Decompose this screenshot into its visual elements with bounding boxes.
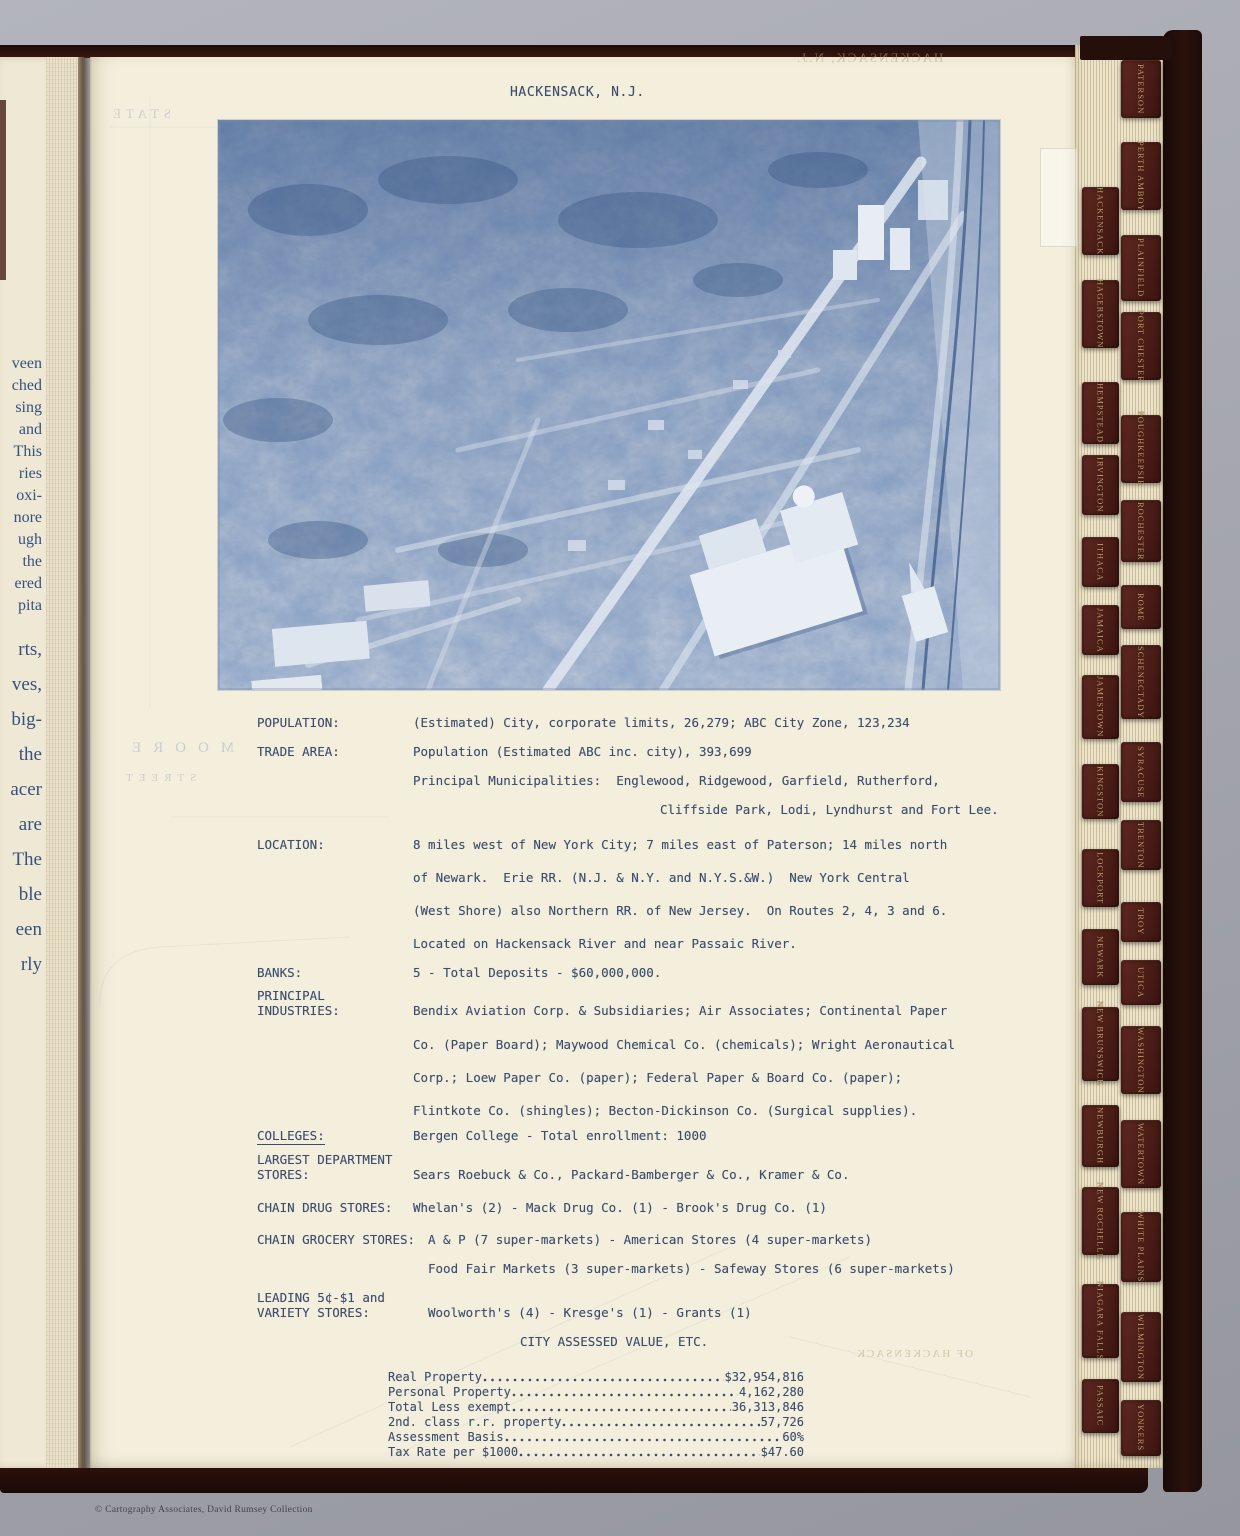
page-fragment: ugh <box>18 531 42 548</box>
section-label-banks: BANKS: <box>257 965 303 980</box>
city-tab-irvington <box>1082 455 1119 515</box>
page-fragment: nore <box>13 509 42 526</box>
city-tab-plainfield <box>1121 235 1161 301</box>
city-tab-new-brunswick <box>1082 1001 1119 1087</box>
ghost-label: OF HACKENSACK <box>855 1348 973 1360</box>
aerial-photo <box>218 120 1000 690</box>
page-fragment: rts, <box>18 639 42 660</box>
page-fragment: This <box>13 443 42 460</box>
city-tab-white-plains <box>1121 1212 1161 1282</box>
dot-leader <box>519 1453 760 1457</box>
city-tab-hagerstown <box>1082 280 1119 348</box>
city-tab-syracuse <box>1121 742 1161 802</box>
tab-label: POUGHKEEPSIE <box>1136 411 1146 487</box>
tab-label: WASHINGTON <box>1136 1026 1146 1094</box>
assessed-row-value: 60% <box>782 1430 804 1444</box>
section-value-leading-variety-stores: Woolworth's (4) - Kresge's (1) - Grants (1) <box>428 1305 752 1320</box>
tab-label: WHITE PLAINS <box>1136 1211 1146 1283</box>
assessed-row-label: Tax Rate per $1000 <box>388 1445 519 1459</box>
tab-label: SCHENECTADY <box>1136 645 1146 719</box>
ghost-label: HACKENSACK, N.J. <box>795 50 944 65</box>
page-fragment: ves, <box>11 674 42 695</box>
city-tab-rochester <box>1121 500 1161 562</box>
city-tab-schenectady <box>1121 645 1161 719</box>
assessed-row <box>388 1445 804 1460</box>
city-tab-jamaica <box>1082 605 1119 655</box>
section-value-banks: 5 - Total Deposits - $60,000,000. <box>413 965 662 980</box>
book-cover-bottom-edge <box>0 1468 1148 1493</box>
assessed-row-label: 2nd. class r.r. property <box>388 1415 562 1429</box>
tab-label: UTICA <box>1136 967 1146 998</box>
city-tab-poughkeepsie <box>1121 411 1161 487</box>
section-value-principal-industries: Corp.; Loew Paper Co. (paper); Federal Paper & Board Co. (paper); <box>413 1070 903 1085</box>
section-value-principal-industries: Co. (Paper Board); Maywood Chemical Co. (chemicals); Wright Aeronautical <box>413 1037 955 1052</box>
page-fragment: and <box>18 421 42 438</box>
city-tab-perth-amboy <box>1121 142 1161 210</box>
page-fragment: rly <box>20 954 42 975</box>
city-tab-washington <box>1121 1026 1161 1094</box>
tab-label: NIAGARA FALLS <box>1095 1281 1106 1361</box>
book-cover-spine <box>1163 30 1202 1492</box>
city-tab-rome <box>1121 585 1161 629</box>
dot-leader <box>512 1408 731 1412</box>
assessed-heading: CITY ASSESSED VALUE, ETC. <box>520 1334 709 1349</box>
tab-label: PLAINFIELD <box>1136 238 1146 298</box>
section-label-chain-grocery-stores: CHAIN GROCERY STORES: <box>257 1232 416 1247</box>
page-fragment: oxi- <box>16 487 42 504</box>
tab-label: PATERSON <box>1136 63 1146 115</box>
section-value-largest-department-stores: Sears Roebuck & Co., Packard-Bamberger & Co., Kramer & Co. <box>413 1167 850 1182</box>
city-tab-paterson <box>1121 60 1161 118</box>
section-value-trade-area: Cliffside Park, Lodi, Lyndhurst and Fort Lee. <box>660 802 999 817</box>
assessed-row-label: Personal Property <box>388 1385 511 1399</box>
section-label-principal-industries: PRINCIPAL <box>257 988 325 1003</box>
section-value-principal-industries: Bendix Aviation Corp. & Subsidiaries; Air Associates; Continental Paper <box>413 1003 948 1018</box>
tab-label: NEWBURGH <box>1095 1107 1106 1165</box>
tab-label: YONKERS <box>1136 1404 1146 1452</box>
city-tab-yonkers <box>1121 1400 1161 1456</box>
city-tab-hackensack <box>1082 187 1119 255</box>
tab-label: TROY <box>1136 908 1146 936</box>
section-label-largest-department-stores: LARGEST DEPARTMENT <box>257 1152 393 1167</box>
tab-label: PASSAIC <box>1095 1385 1106 1427</box>
tab-label: JAMESTOWN <box>1095 676 1106 738</box>
page-title: HACKENSACK, N.J. <box>510 85 645 100</box>
city-tab-ithaca <box>1082 537 1119 587</box>
page-fragment: acer <box>10 779 42 800</box>
city-tab-jamestown <box>1082 675 1119 739</box>
tab-label: NEWARK <box>1095 935 1106 979</box>
tab-label: ITHACA <box>1095 542 1106 582</box>
city-tab-niagara-falls <box>1082 1281 1119 1361</box>
city-tab-trenton <box>1121 820 1161 870</box>
tab-label: WILMINGTON <box>1136 1313 1146 1381</box>
page-fragment: are <box>18 814 42 835</box>
city-tab-watertown <box>1121 1120 1161 1188</box>
assessed-row-label: Real Property <box>388 1370 482 1384</box>
tab-label: HACKENSACK <box>1095 186 1106 256</box>
section-label-trade-area: TRADE AREA: <box>257 744 340 759</box>
city-tab-newark <box>1082 929 1119 985</box>
section-label-chain-drug-stores: CHAIN DRUG STORES: <box>257 1200 393 1215</box>
tab-label: LOCKPORT <box>1095 851 1106 905</box>
city-tab-lockport <box>1082 849 1119 907</box>
assessed-row-label: Total Less exempt <box>388 1400 511 1414</box>
city-tab-passaic <box>1082 1379 1119 1433</box>
dot-leader <box>505 1438 782 1442</box>
section-value-principal-industries: Flintkote Co. (shingles); Becton-Dickinson Co. (Surgical supplies). <box>413 1103 918 1118</box>
tab-label: HAGERSTOWN <box>1095 279 1106 349</box>
city-tab-newburgh <box>1082 1105 1119 1167</box>
city-tab-kingston <box>1082 764 1119 819</box>
book-cover-left-sliver <box>0 100 6 280</box>
tab-label: ROME <box>1136 592 1146 622</box>
city-tab-new-rochelle <box>1082 1182 1119 1260</box>
page-fragment: big- <box>11 709 42 730</box>
aerial-photo-art <box>218 120 1000 690</box>
tab-label: NEW ROCHELLE <box>1095 1182 1106 1260</box>
section-value-chain-grocery-stores: Food Fair Markets (3 super-markets) - Safeway Stores (6 super-markets) <box>428 1261 955 1276</box>
tab-label: PORT CHESTER <box>1136 309 1146 383</box>
section-value-location: 8 miles west of New York City; 7 miles east of Paterson; 14 miles north <box>413 837 948 852</box>
city-tab-wilmington <box>1121 1312 1161 1382</box>
section-value-trade-area: Principal Municipalities: Englewood, Ridgewood, Garfield, Rutherford, <box>413 773 940 788</box>
assessed-row-label: Assessment Basis <box>388 1430 504 1444</box>
ghost-label: STREET <box>120 772 197 784</box>
page-fragment: pita <box>18 597 42 614</box>
tab-label: WATERTOWN <box>1136 1122 1146 1186</box>
dot-leader <box>562 1423 759 1427</box>
page-fragment: ries <box>18 465 42 482</box>
section-label-principal-industries: INDUSTRIES: <box>257 1003 340 1018</box>
assessed-row-value: 57,726 <box>760 1415 804 1429</box>
copyright-note: © Cartography Associates, David Rumsey Collection <box>95 1505 313 1515</box>
page-fragment: the <box>22 553 42 570</box>
section-label-location: LOCATION: <box>257 837 325 852</box>
tab-label: JAMAICA <box>1095 607 1106 653</box>
assessed-row <box>388 1385 804 1400</box>
assessed-row-value: $47.60 <box>760 1445 804 1459</box>
ghost-label: STATE <box>108 106 171 121</box>
tab-label: PERTH AMBOY <box>1136 140 1146 212</box>
page-fragment: sing <box>15 399 42 416</box>
page-fragment: ered <box>14 575 42 592</box>
tab-label: SYRACUSE <box>1136 745 1146 799</box>
tab-label: ROCHESTER <box>1136 501 1146 561</box>
assessed-row-value: 36,313,846 <box>731 1400 804 1414</box>
page-fragment: ble <box>18 884 42 905</box>
assessed-row <box>388 1415 804 1430</box>
tab-label: NEW BRUNSWICK <box>1095 1001 1106 1087</box>
page-fragment: the <box>18 744 42 765</box>
section-value-chain-grocery-stores: A & P (7 super-markets) - American Stores (4 super-markets) <box>428 1232 873 1247</box>
page-fragment: The <box>12 849 42 870</box>
city-tab-utica <box>1121 960 1161 1005</box>
page-fragment: ched <box>11 377 42 394</box>
section-label-largest-department-stores: STORES: <box>257 1167 310 1182</box>
assessed-row <box>388 1370 804 1385</box>
assessed-row <box>388 1430 804 1445</box>
section-value-population: (Estimated) City, corporate limits, 26,279; ABC City Zone, 123,234 <box>413 715 910 730</box>
tab-label: TRENTON <box>1136 821 1146 869</box>
ghost-label: MOORE <box>120 740 235 756</box>
dot-leader <box>512 1393 738 1397</box>
tab-label: KINGSTON <box>1095 765 1106 818</box>
tab-label: IRVINGTON <box>1095 457 1106 513</box>
section-value-chain-drug-stores: Whelan's (2) - Mack Drug Co. (1) - Brook's Drug Co. (1) <box>413 1200 827 1215</box>
section-label-leading-variety-stores: LEADING 5¢-$1 and <box>257 1290 385 1305</box>
city-tab-port-chester <box>1121 309 1161 383</box>
section-value-trade-area: Population (Estimated ABC inc. city), 393,699 <box>413 744 752 759</box>
book-cover-corner <box>1080 36 1172 60</box>
assessed-row-value: $32,954,816 <box>724 1370 804 1384</box>
assessed-row <box>388 1400 804 1415</box>
dot-leader <box>483 1378 724 1382</box>
section-value-colleges: Bergen College - Total enrollment: 1000 <box>413 1128 707 1143</box>
page-fragment: veen <box>11 355 42 372</box>
city-tab-hempstead <box>1082 382 1119 444</box>
tab-label: HEMPSTEAD <box>1095 382 1106 443</box>
city-tab-troy <box>1121 902 1161 942</box>
fabric-hinge-strip <box>46 57 78 1468</box>
assessed-row-value: 4,162,280 <box>738 1385 804 1399</box>
section-label-leading-variety-stores: VARIETY STORES: <box>257 1305 370 1320</box>
section-value-location: Located on Hackensack River and near Passaic River. <box>413 936 797 951</box>
section-label-population: POPULATION: <box>257 715 340 730</box>
section-value-location: of Newark. Erie RR. (N.J. & N.Y. and N.Y.S.&W.) New York Central <box>413 870 910 885</box>
section-value-location: (West Shore) also Northern RR. of New Jersey. On Routes 2, 4, 3 and 6. <box>413 903 948 918</box>
section-label-colleges: COLLEGES: <box>257 1128 325 1143</box>
page-fragment: een <box>15 919 42 940</box>
